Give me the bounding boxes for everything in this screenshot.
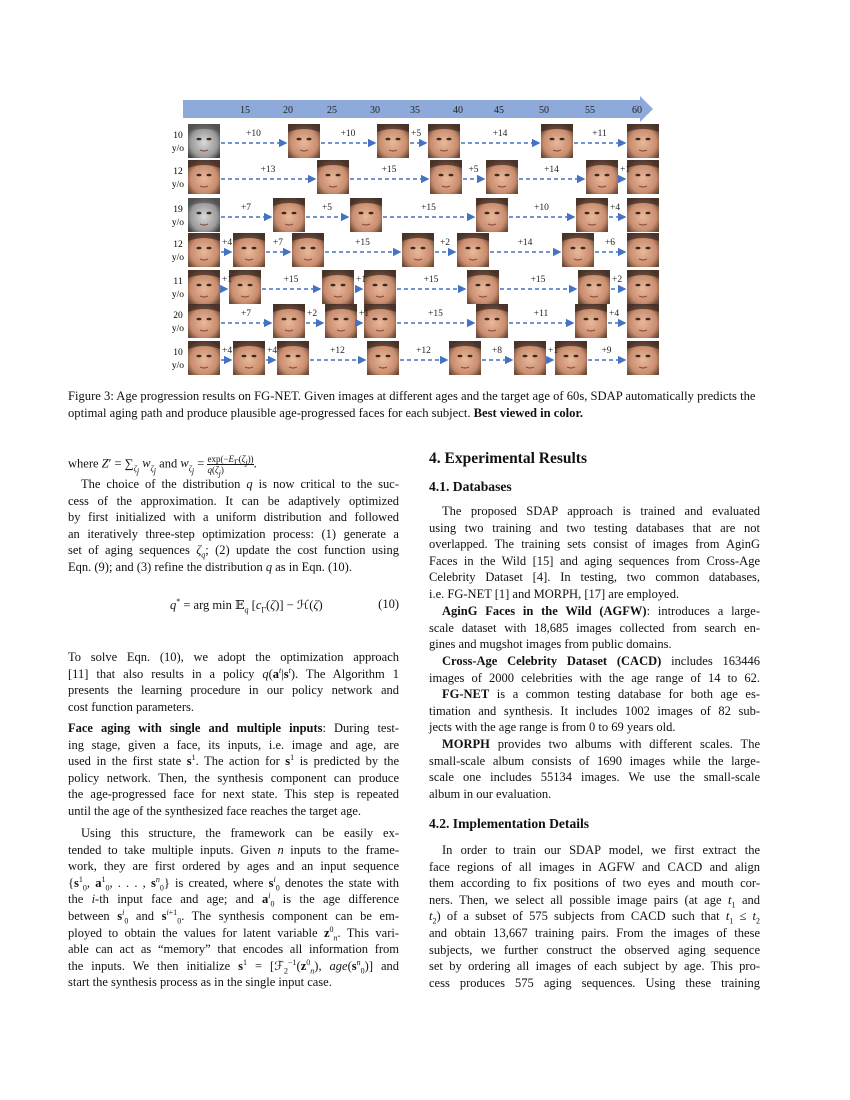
face-eye [476,284,481,287]
face-eye [476,247,481,250]
paragraph-distribution-choice [68,476,399,576]
face-eye [307,138,312,141]
axis-tick-label: 30 [370,105,380,116]
text-line: [11] that also results in a policy $q(a^t|s^t)$. The Algorithm 1 [68,665,399,681]
face-eye [421,247,426,250]
age-step-label: +7 [240,203,252,213]
face-eye [282,318,287,321]
row-age-unit: y/o [171,144,185,154]
text-line: timation and synthesis. It includes 1002 images of 82 sub- [429,703,760,718]
row-age-unit: y/o [171,290,185,300]
text-line: where $Z' = \sum_{\zeta_j}$ $w_{\zeta_j}$ and $w_{\zeta_j}$ = $\exp(-E_\Gamma(\zeta_j))$ $q(\zeta_j)$ . [68,454,257,478]
face-eye [595,174,600,177]
text-line: by first initialized with a uniform distribution and followed [68,510,399,525]
face-eye [292,318,297,321]
face-eye [242,247,247,250]
paragraph-cacd [429,653,760,686]
caption-bold: Best viewed in color. [473,406,584,420]
age-step-label: +10 [340,129,356,139]
caption-text: Figure 3: Age progression results on FG-NET. Given images at different ages and the target age of 60s, SDAP automatically predicts the optimal aging path and produce plausible age-progressed faces for each subject. [68,389,756,420]
row-start-age: 12 [173,167,183,177]
axis-tick-label: 20 [283,105,293,116]
text-line: and obtain 13,667 training pairs. From the images of these [429,925,760,940]
face-eye [197,318,202,321]
age-step-label: +4 [610,203,621,213]
face-eye [594,318,599,321]
text-line: MORPH provides two albums with different scales. The [442,737,760,751]
face-eye [495,174,500,177]
face-eye [286,355,291,358]
face-eye [636,284,641,287]
face-eye [646,174,651,177]
text-line: gines and mugshot images from public domains. [429,637,672,652]
face-eye [533,355,538,358]
age-step-label: +6 [604,238,616,248]
face-eye [574,355,579,358]
face-eye [207,247,212,250]
text-line: face regions of all images in AGFW and CACD and align [429,859,760,874]
face-eye [248,284,253,287]
age-step-label: +4 [222,238,233,248]
face-eye [331,284,336,287]
age-step-label: +1 [548,346,559,356]
text-line: images of 2000 celebrities with the age range of 14 to 62. [429,670,760,685]
text-line: them according to fix positions of two eyes and mouth cor- [429,876,760,891]
face-eye [437,138,442,141]
text-line: between $s^i_0$ and $s^{i+1}_0$. The synthesis component can be em- [68,907,399,926]
paragraph-face-aging [68,720,399,820]
face-eye [587,284,592,287]
row-start-age: 10 [173,348,183,358]
equation-body: q* = arg min 𝔼$_q$ $[c_\Gamma(\zeta)]$ − ℋ(ζ) [170,596,323,615]
face-eye [646,318,651,321]
age-step-label: +2 [612,275,623,285]
text-line: cess produces 575 aging sequences. Using these training [429,975,760,990]
text-line: presents the learning procedure in our policy network and [68,683,399,698]
face-eye [646,284,651,287]
age-step-label: +10 [534,203,549,213]
text-line: AginG Faces in the Wild (AGFW): introduces a large- [442,604,760,618]
face-eye [383,284,388,287]
section-heading-experimental-results: 4. Experimental Results [429,450,588,467]
row-start-age: 20 [173,311,183,321]
face-eye [376,355,381,358]
age-step-label: +12 [330,346,345,356]
age-step-label: +1 [356,275,367,285]
face-eye [646,138,651,141]
face-eye [646,247,651,250]
age-step-label: +1 [620,165,631,175]
row-start-age: 12 [173,240,183,250]
text-line: Eqn. (9); and (3) refine the distribution q as in Eqn. (10). [68,559,352,574]
text-line: until the age of the synthesized face reaches the target age. [68,803,362,818]
text-line: cost function parameters. [68,699,194,714]
row-age-unit: y/o [171,324,185,334]
text-line: Celebrity Dataset [4]. In testing, two common databases, [429,570,760,585]
age-step-label: +14 [544,165,559,175]
face-eye [344,318,349,321]
face-eye [449,174,454,177]
face-eye [197,138,202,141]
text-line: {$s^1_0$, $a^1_0$, . . . , $s^n_0$} is created, where $s^i_0$ denotes the state with [68,874,400,893]
face-eye [636,247,641,250]
face-eye [495,212,500,215]
age-step-label: +15 [421,203,436,213]
face-eye [636,212,641,215]
face-eye [581,247,586,250]
face-eye [207,318,212,321]
age-step-label: +15 [355,238,370,248]
text-line: overlapped. The training sets consist of images from AginG [429,537,760,552]
age-step-label: +1 [222,275,233,285]
face-eye [396,138,401,141]
face-eye [383,318,388,321]
face-eye [564,355,569,358]
face-eye [646,355,651,358]
paragraph-implementation [429,842,760,991]
row-start-age: 10 [173,131,183,141]
face-eye [636,355,641,358]
age-step-label: +14 [492,129,508,139]
face-eye [485,212,490,215]
age-step-label: +8 [491,346,503,356]
face-eye [447,138,452,141]
age-step-label: +10 [246,129,261,139]
face-eye [197,247,202,250]
face-eye [646,212,651,215]
face-eye [301,247,306,250]
face-eye [550,138,555,141]
age-step-label: +4 [609,309,620,319]
text-line: jects with the age range is from 0 to 69 years old. [429,720,676,735]
face-eye [297,138,302,141]
face-eye [505,174,510,177]
row-age-unit: y/o [171,253,185,263]
face-eye [292,212,297,215]
text-line: subjects, we further construct the observed aging sequence [429,942,760,957]
text-line: used in the first state $s^1$. The action for $s^1$ is predicted by the [68,753,399,769]
row-age-unit: y/o [171,180,185,190]
text-line: start the synthesis process as in the single input case. [68,975,332,990]
text-line: i.e. FG-NET [1] and MORPH, [17] are employed. [429,586,680,601]
text-line: set by ordering all images of each subject by age. This pro- [429,959,760,974]
text-line: small-scale album consists of 1690 images while the large- [429,753,760,768]
face-eye [341,284,346,287]
face-eye [207,138,212,141]
face-eye [595,212,600,215]
row-start-age: 11 [173,277,183,287]
face-eye [597,284,602,287]
face-eye [458,355,463,358]
age-step-label: +11 [592,129,607,139]
text-line: able can act as “memory” that encodes all information from [68,942,399,957]
face-eye [369,212,374,215]
text-line: the age-progressed face for next state. This step is repeated [68,787,399,802]
age-step-label: +5 [321,203,333,213]
face-eye [468,355,473,358]
face-eye [636,174,641,177]
face-eye [585,212,590,215]
face-eye [252,247,257,250]
age-step-label: +2 [307,309,318,319]
face-eye [238,284,243,287]
text-line: The choice of the distribution q is now critical to the suc- [81,477,399,491]
age-step-label: +15 [530,275,546,285]
text-line: the inputs. We then initialize $s^1$ = [$ℱ_2^{-1}(z^0_n)$, $age(s^n_0)$] and [68,957,399,976]
face-eye [334,318,339,321]
text-line: an iteratively three-step optimization process: (1) generate a [68,526,399,541]
face-eye [486,284,491,287]
face-eye [636,318,641,321]
age-step-label: +4 [267,346,278,356]
age-step-label: +9 [601,346,612,356]
face-eye [296,355,301,358]
figure-caption [68,388,784,422]
age-step-label: +5 [468,165,479,175]
face-eye [386,355,391,358]
axis-tick-label: 35 [410,105,420,116]
text-line: album in our evaluation. [429,786,552,801]
text-line: ing stage, given a face, its inputs, i.e. image and age, are [68,737,399,752]
age-progression-figure [0,0,850,385]
face-eye [605,174,610,177]
age-step-label: +11 [533,309,549,319]
subsection-heading-databases: 4.1. Databases [429,479,512,494]
text-line: work, they are first ordered by ages and an input sequence [68,859,399,874]
paragraph-morph [429,736,760,802]
row-start-age: 19 [173,205,183,215]
text-line: the i-th input face and age; and $a^i_0$ is the age difference [68,891,399,909]
text-line: Cross-Age Celebrity Dataset (CACD) includes 163446 [442,654,760,668]
text-line: Faces in the Wild [15] and aging sequences from Cross-Age [429,553,760,568]
face-eye [495,318,500,321]
paragraph-multiple-inputs [68,825,399,991]
face-eye [336,174,341,177]
text-line: To solve Eqn. (10), we adopt the optimization approach [68,650,399,664]
face-eye [207,212,212,215]
paragraph-z-definition [68,454,399,478]
age-step-label: +15 [381,165,397,175]
face-eye [207,355,212,358]
face-eye [560,138,565,141]
axis-tick-label: 45 [494,105,504,116]
age-step-label: +4 [222,346,233,356]
equation-number: (10) [378,597,399,611]
text-line: The proposed SDAP approach is trained and evaluated [442,504,760,518]
row-age-unit: y/o [171,361,185,371]
face-eye [311,247,316,250]
age-step-label: +1 [359,309,370,319]
age-step-label: +15 [423,275,439,285]
face-eye [636,138,641,141]
face-eye [197,212,202,215]
axis-tick-label: 60 [632,105,642,116]
face-eye [282,212,287,215]
text-line: FG-NET is a common testing database for both age es- [442,687,760,701]
age-step-label: +7 [240,309,252,319]
text-line: ployed to obtain the values for latent variable $z^0_n$. This vari- [68,924,400,943]
row-age-unit: y/o [171,218,185,228]
text-line: using two training and two testing databases that are not [429,520,760,535]
text-line: In order to train our SDAP model, we first extract the [442,843,760,857]
text-line: set of aging sequences $\zeta_q$; (2) update the cost function using [68,543,399,560]
text-line: tended to take multiple inputs. Given n inputs to the frame- [68,842,399,857]
text-line: scale dataset with 18,685 images collected from search en- [429,620,760,635]
face-eye [197,355,202,358]
axis-tick-label: 40 [453,105,463,116]
age-step-label: +15 [283,275,299,285]
text-line: Face aging with single and multiple inputs: During test- [68,721,399,735]
age-step-label: +13 [260,165,276,175]
age-step-label: +14 [517,238,533,248]
face-eye [197,174,202,177]
face-eye [207,284,212,287]
text-line: cess of the approximation. It can be adaptively optimized [68,493,399,508]
text-line: scale one includes 55134 images. We use the small-scale [429,770,760,785]
age-step-label: +12 [416,346,431,356]
text-line: $t_2$) of a subset of 575 subjects from CACD such that $t_1 \le t_2$ [429,909,760,926]
face-eye [386,138,391,141]
age-step-label: +5 [411,129,422,139]
paragraph-agfw [429,603,760,653]
paragraph-solve-eqn [68,649,399,715]
subsection-heading-implementation: 4.2. Implementation Details [429,816,590,831]
face-eye [584,318,589,321]
face-eye [523,355,528,358]
face-eye [571,247,576,250]
axis-tick-label: 55 [585,105,595,116]
face-eye [242,355,247,358]
age-step-label: +15 [428,309,443,319]
axis-tick-label: 15 [240,105,250,116]
face-eye [252,355,257,358]
face-eye [411,247,416,250]
face-eye [373,318,378,321]
axis-tick-label: 25 [327,105,337,116]
face-eye [466,247,471,250]
text-line: Using this structure, the framework can be easily ex- [81,826,399,840]
face-eye [207,174,212,177]
paragraph-fgnet [429,686,760,736]
face-eye [359,212,364,215]
axis-tick-label: 50 [539,105,549,116]
face-eye [326,174,331,177]
face-eye [373,284,378,287]
age-step-label: +2 [439,238,451,248]
age-step-label: +7 [272,238,284,248]
face-eye [197,284,202,287]
text-line: policy network. Then, the synthesis component can produce [68,770,399,785]
face-eye [485,318,490,321]
text-line: ners. Then, we select all possible image pairs (at age $t_1$ and [429,892,760,910]
face-eye [439,174,444,177]
paragraph-databases-intro [429,503,760,603]
